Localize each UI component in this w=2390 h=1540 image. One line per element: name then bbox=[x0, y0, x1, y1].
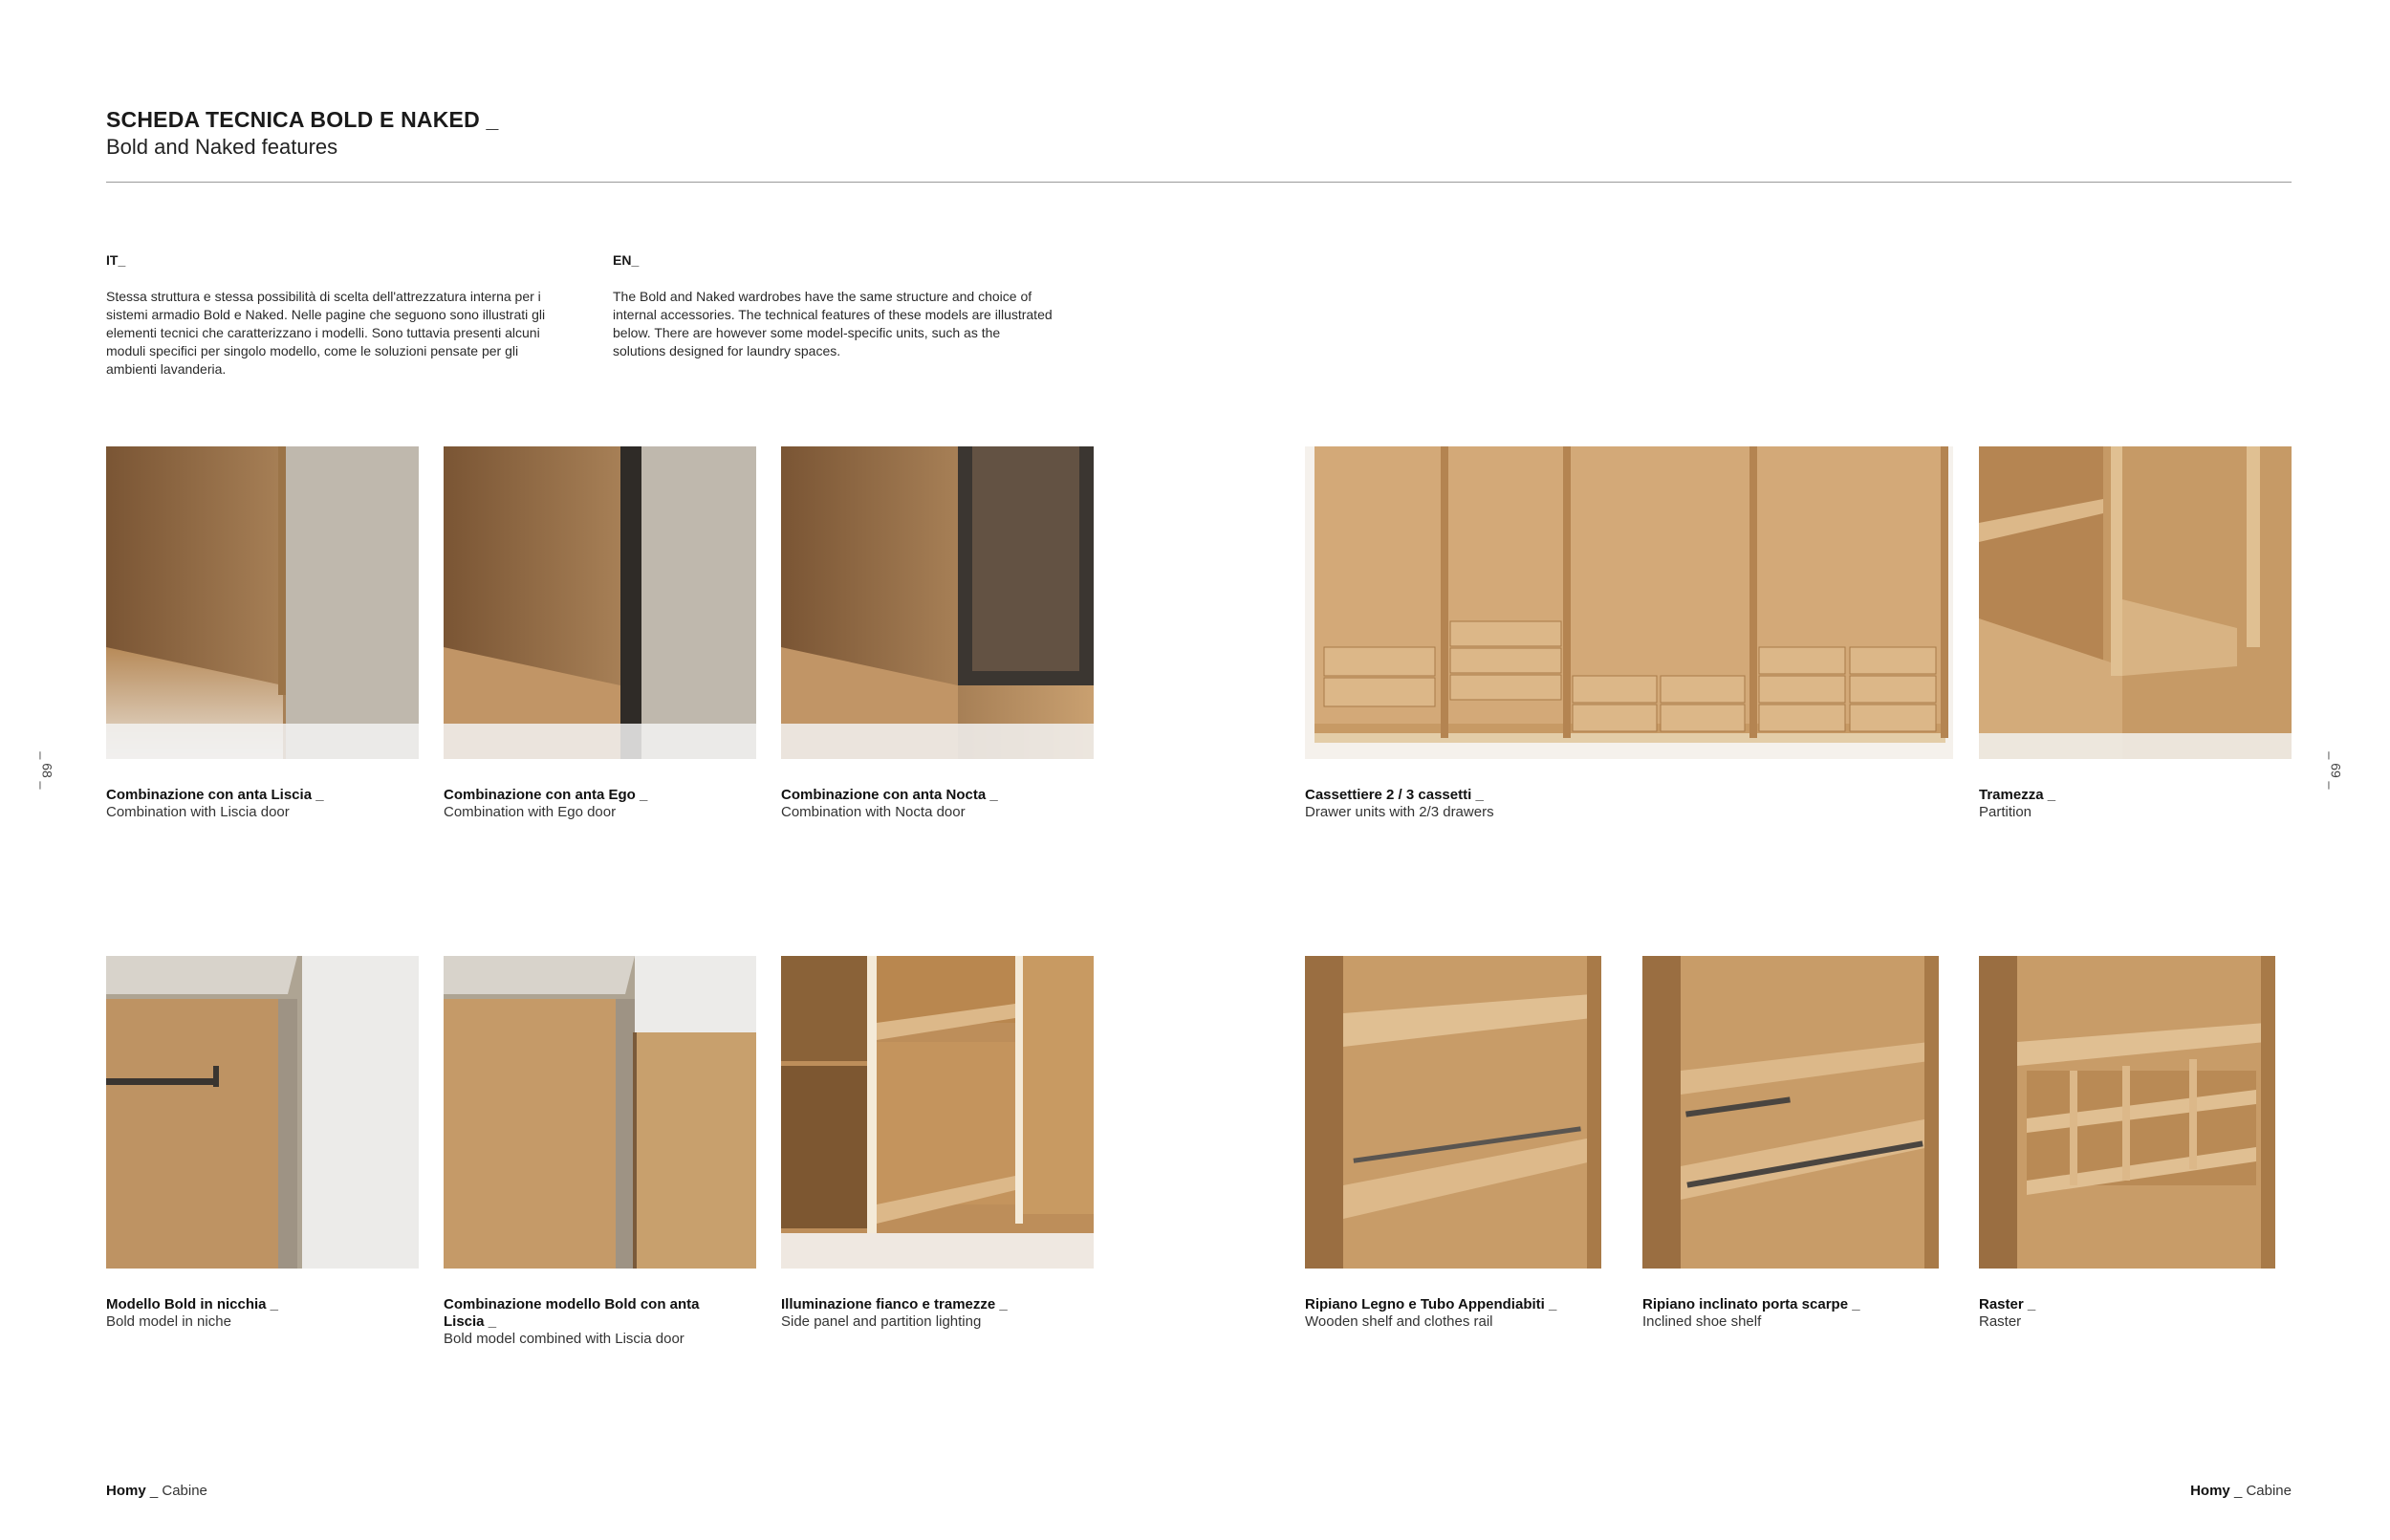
caption-en: Side panel and partition lighting bbox=[781, 1313, 982, 1330]
caption-it: Illuminazione fianco e tramezze _ bbox=[781, 1296, 1008, 1312]
caption-nocta bbox=[781, 787, 1068, 821]
footer-section: _ Cabine bbox=[145, 1483, 207, 1499]
intro-line: moduli specifici per singolo modello, come le soluzioni pensate per gli bbox=[106, 343, 519, 358]
caption-en: Raster bbox=[1979, 1313, 2022, 1330]
footer-section: _ Cabine bbox=[2229, 1483, 2292, 1499]
footer-left bbox=[106, 1483, 207, 1499]
photo-shelf-rail bbox=[1305, 956, 1601, 1269]
header-divider bbox=[106, 182, 2292, 183]
photo-raster bbox=[1979, 956, 2275, 1269]
footer-brand: Homy bbox=[2190, 1483, 2230, 1499]
caption-shelf-rail bbox=[1305, 1296, 1592, 1331]
caption-lighting bbox=[781, 1296, 1068, 1331]
intro-line: below. There are however some model-specific units, such as the bbox=[613, 325, 1001, 340]
page-number-left: _ 68 _ bbox=[39, 751, 55, 790]
italian-label: IT_ bbox=[106, 252, 126, 268]
photo-ego-door bbox=[444, 446, 756, 759]
intro-line: Stessa struttura e stessa possibilità di scelta dell'attrezzatura interna per i bbox=[106, 289, 541, 304]
intro-line: solutions designed for laundry spaces. bbox=[613, 343, 841, 358]
intro-line: sistemi armadio Bold e Naked. Nelle pagine che seguono sono illustrati gli bbox=[106, 307, 546, 322]
caption-it: Ripiano Legno e Tubo Appendiabiti _ bbox=[1305, 1296, 1557, 1312]
caption-ego bbox=[444, 787, 730, 821]
intro-line: The Bold and Naked wardrobes have the same structure and choice of bbox=[613, 289, 1032, 304]
english-intro bbox=[613, 288, 1110, 360]
photo-bold-liscia bbox=[444, 956, 756, 1269]
footer-brand: Homy bbox=[106, 1483, 146, 1499]
photo-lighting bbox=[781, 956, 1094, 1269]
caption-partition bbox=[1979, 787, 2266, 821]
caption-it: Modello Bold in nicchia _ bbox=[106, 1296, 279, 1312]
caption-it-cont: Liscia _ bbox=[444, 1313, 497, 1330]
page-number-right: _ 69 _ bbox=[2328, 751, 2344, 790]
photo-drawer-units bbox=[1305, 446, 1953, 759]
caption-liscia bbox=[106, 787, 393, 821]
intro-line: ambienti lavanderia. bbox=[106, 361, 227, 377]
caption-en: Combination with Liscia door bbox=[106, 804, 290, 820]
intro-line: elementi tecnici che caratterizzano i modelli. Sono tuttavia presenti alcuni bbox=[106, 325, 540, 340]
caption-it: Combinazione con anta Nocta _ bbox=[781, 787, 998, 803]
caption-shoe-shelf bbox=[1642, 1296, 1929, 1331]
caption-drawer-units bbox=[1305, 787, 1592, 821]
caption-en: Bold model in niche bbox=[106, 1313, 231, 1330]
italian-intro bbox=[106, 288, 603, 379]
caption-en: Inclined shoe shelf bbox=[1642, 1313, 1762, 1330]
photo-shoe-shelf bbox=[1642, 956, 1939, 1269]
caption-it: Combinazione modello Bold con anta bbox=[444, 1296, 700, 1312]
caption-bold-liscia bbox=[444, 1296, 730, 1348]
caption-en: Combination with Ego door bbox=[444, 804, 617, 820]
photo-liscia-door bbox=[106, 446, 419, 759]
caption-it: Tramezza _ bbox=[1979, 787, 2056, 803]
caption-en: Partition bbox=[1979, 804, 2032, 820]
caption-en: Wooden shelf and clothes rail bbox=[1305, 1313, 1493, 1330]
photo-partition bbox=[1979, 446, 2292, 759]
caption-raster bbox=[1979, 1296, 2266, 1331]
caption-it: Cassettiere 2 / 3 cassetti _ bbox=[1305, 787, 1484, 803]
caption-it: Raster _ bbox=[1979, 1296, 2036, 1312]
caption-it: Combinazione con anta Liscia _ bbox=[106, 787, 324, 803]
photo-nocta-door bbox=[781, 446, 1094, 759]
page-title: SCHEDA TECNICA BOLD E NAKED _ bbox=[106, 107, 499, 132]
caption-en: Bold model combined with Liscia door bbox=[444, 1331, 684, 1347]
caption-en: Drawer units with 2/3 drawers bbox=[1305, 804, 1494, 820]
caption-it: Ripiano inclinato porta scarpe _ bbox=[1642, 1296, 1860, 1312]
page-subtitle: Bold and Naked features bbox=[106, 135, 338, 159]
footer-right bbox=[2190, 1483, 2292, 1499]
photo-bold-niche bbox=[106, 956, 419, 1269]
english-label: EN_ bbox=[613, 252, 640, 268]
caption-bold-niche bbox=[106, 1296, 393, 1331]
caption-it: Combinazione con anta Ego _ bbox=[444, 787, 648, 803]
intro-line: internal accessories. The technical features of these models are illustrated bbox=[613, 307, 1053, 322]
caption-en: Combination with Nocta door bbox=[781, 804, 966, 820]
